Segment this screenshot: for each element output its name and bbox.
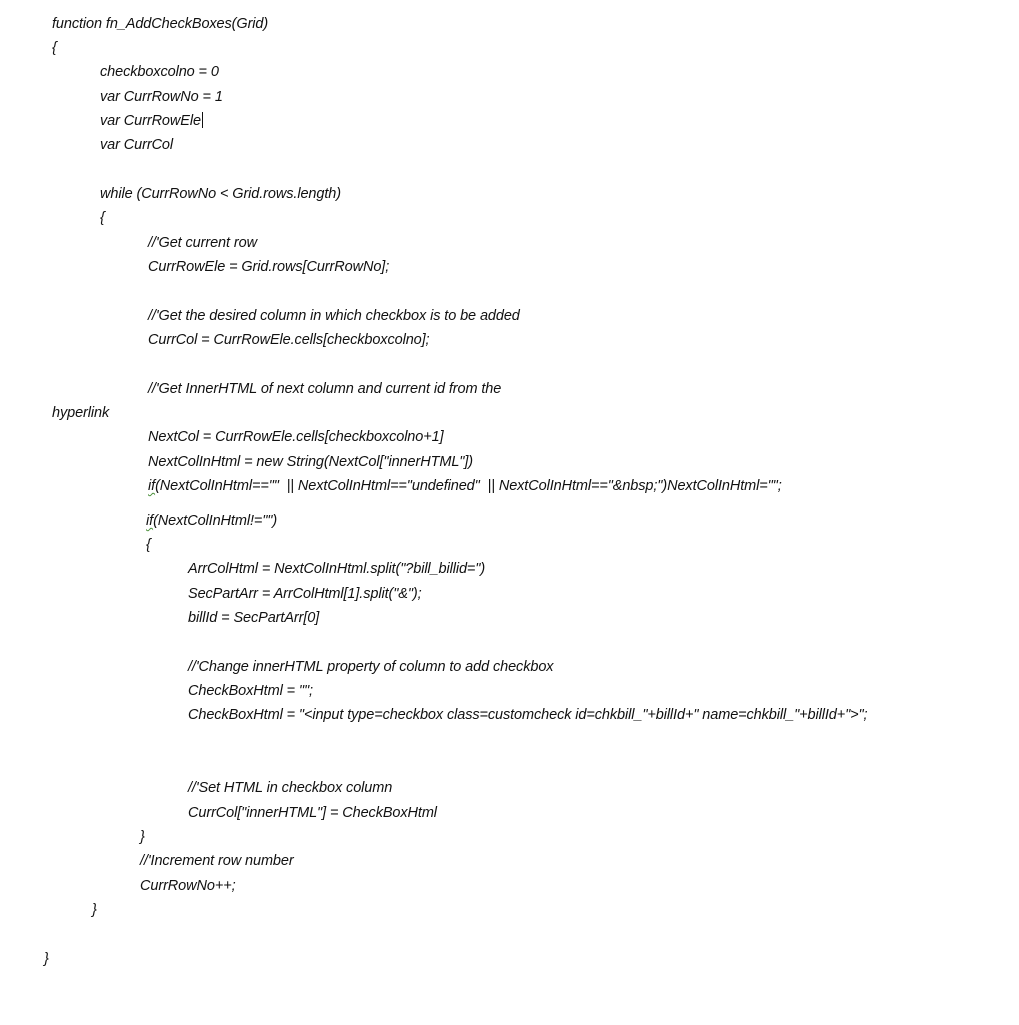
code-line-function-signature: function fn_AddCheckBoxes(Grid) — [52, 16, 269, 32]
code-line-checkboxhtml-input: CheckBoxHtml = "<input type=checkbox class=customcheck id=chkbill_"+billId+" name=chkbill_"+billId+">"; — [188, 707, 868, 723]
code-line-while-open-brace: { — [100, 210, 105, 226]
code-line-open-brace: { — [52, 40, 57, 56]
code-comment-get-innerhtml: //'Get InnerHTML of next column and current id from the — [148, 381, 502, 397]
code-comment-desired-column: //'Get the desired column in which checkbox is to be added — [148, 308, 520, 324]
code-line-currrowno: var CurrRowNo = 1 — [100, 89, 223, 105]
code-line-currcol: var CurrCol — [100, 137, 174, 153]
code-line-nextcolinhtml: NextColInHtml = new String(NextCol["innerHTML"]) — [148, 454, 473, 470]
spellcheck-if-keyword: if — [148, 478, 156, 494]
code-comment-get-current-row: //'Get current row — [148, 235, 257, 251]
code-text: (NextColInHtml=="" || NextColInHtml=="undefined" || NextColInHtml=="&nbsp;")NextColInHtml=""; — [155, 478, 782, 494]
spellcheck-if-keyword: if — [146, 513, 154, 529]
code-line-checkboxhtml-empty: CheckBoxHtml = ""; — [188, 683, 313, 699]
code-line-if-close-brace: } — [140, 829, 145, 845]
code-line-while-close-brace: } — [92, 902, 97, 918]
code-line-secpartarr: SecPartArr = ArrColHtml[1].split("&"); — [188, 586, 422, 602]
code-line-function-close-brace: } — [44, 951, 49, 967]
code-text: (NextColInHtml!="") — [153, 513, 278, 529]
code-text: var CurrRowEle — [100, 113, 201, 129]
code-line-checkboxcolno: checkboxcolno = 0 — [100, 64, 219, 80]
code-line-currcol-innerhtml: CurrCol["innerHTML"] = CheckBoxHtml — [188, 805, 437, 821]
code-line-while: while (CurrRowNo < Grid.rows.length) — [100, 186, 341, 202]
code-line-if-open-brace: { — [146, 537, 151, 553]
code-comment-set-html: //'Set HTML in checkbox column — [188, 780, 393, 796]
code-comment-change-innerhtml: //'Change innerHTML property of column to add checkbox — [188, 659, 554, 675]
code-line-billid: billId = SecPartArr[0] — [188, 610, 320, 626]
code-line-currcol-assign: CurrCol = CurrRowEle.cells[checkboxcolno]; — [148, 332, 430, 348]
code-comment-increment-row: //'Increment row number — [140, 853, 294, 869]
code-line-arrcolhtml: ArrColHtml = NextColInHtml.split("?bill_billid=") — [188, 561, 486, 577]
code-line-if-empty-check — [148, 477, 782, 495]
code-line-if-not-empty — [146, 512, 277, 530]
code-comment-hyperlink-wrap: hyperlink — [52, 405, 110, 421]
code-line-increment: CurrRowNo++; — [140, 878, 236, 894]
code-line-currrowele — [100, 112, 203, 130]
code-line-nextcol: NextCol = CurrRowEle.cells[checkboxcolno+1] — [148, 429, 444, 445]
text-cursor — [202, 112, 203, 128]
code-line-currrowele-assign: CurrRowEle = Grid.rows[CurrRowNo]; — [148, 259, 390, 275]
